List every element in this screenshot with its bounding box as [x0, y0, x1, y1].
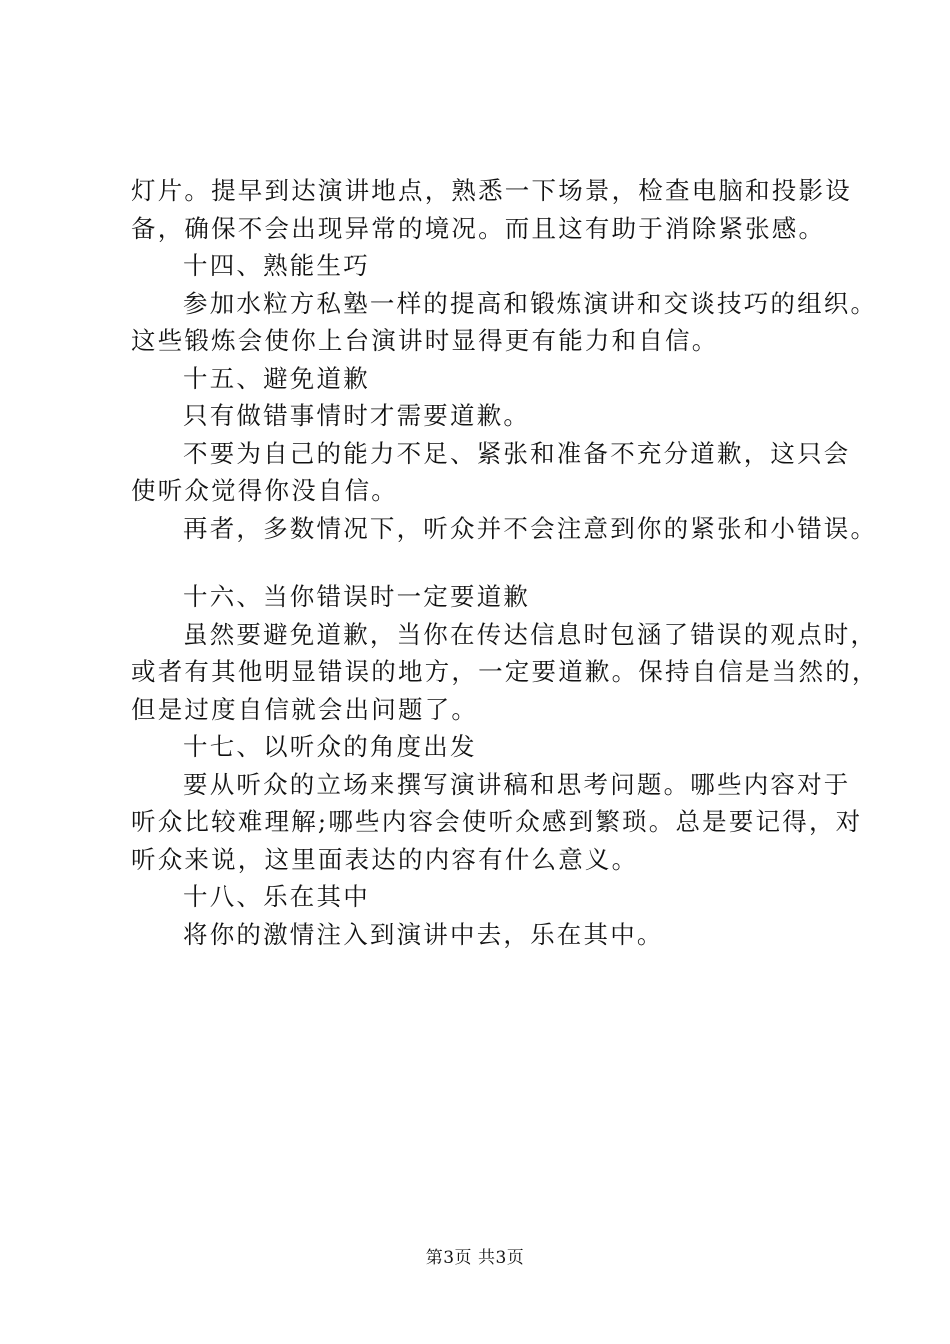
- text-line: 虽然要避免道歉，当你在传达信息时包涵了错误的观点时，: [183, 619, 878, 649]
- text-line: 再者，多数情况下，听众并不会注意到你的紧张和小错误。: [183, 513, 878, 543]
- text-line: 要从听众的立场来撰写演讲稿和思考问题。哪些内容对于: [183, 769, 851, 799]
- section-heading: 十六、当你错误时一定要道歉: [183, 582, 531, 611]
- page-number-footer: 第3页 共3页: [425, 1248, 525, 1268]
- section-heading: 十七、以听众的角度出发: [183, 732, 477, 761]
- text-line: 这些锻炼会使你上台演讲时显得更有能力和自信。: [131, 326, 719, 355]
- text-line: 灯片。提早到达演讲地点，熟悉一下场景，检查电脑和投影设: [131, 176, 852, 205]
- text-line: 但是过度自信就会出问题了。: [131, 694, 479, 724]
- text-line: 将你的激情注入到演讲中去，乐在其中。: [183, 919, 664, 949]
- text-line: 不要为自己的能力不足、紧张和准备不充分道歉，这只会: [183, 438, 851, 468]
- text-line: 参加水粒方私塾一样的提高和锻炼演讲和交谈技巧的组织。: [183, 288, 878, 318]
- text-line: 听众来说，这里面表达的内容有什么意义。: [131, 844, 639, 874]
- document-body: [131, 172, 879, 953]
- section-heading: 十八、乐在其中: [183, 882, 370, 911]
- text-line: 备，确保不会出现异常的境况。而且这有助于消除紧张感。: [131, 213, 826, 243]
- text-line: 或者有其他明显错误的地方，一定要道歉。保持自信是当然的，: [131, 657, 879, 686]
- text-line: 使听众觉得你没自信。: [131, 476, 398, 505]
- text-line: 听众比较难理解;哪些内容会使听众感到繁琐。总是要记得，对: [131, 807, 863, 836]
- text-line: 只有做错事情时才需要道歉。: [183, 401, 531, 430]
- section-heading: 十四、熟能生巧: [183, 251, 370, 280]
- paragraph-gap: [131, 547, 851, 578]
- section-heading: 十五、避免道歉: [183, 363, 370, 393]
